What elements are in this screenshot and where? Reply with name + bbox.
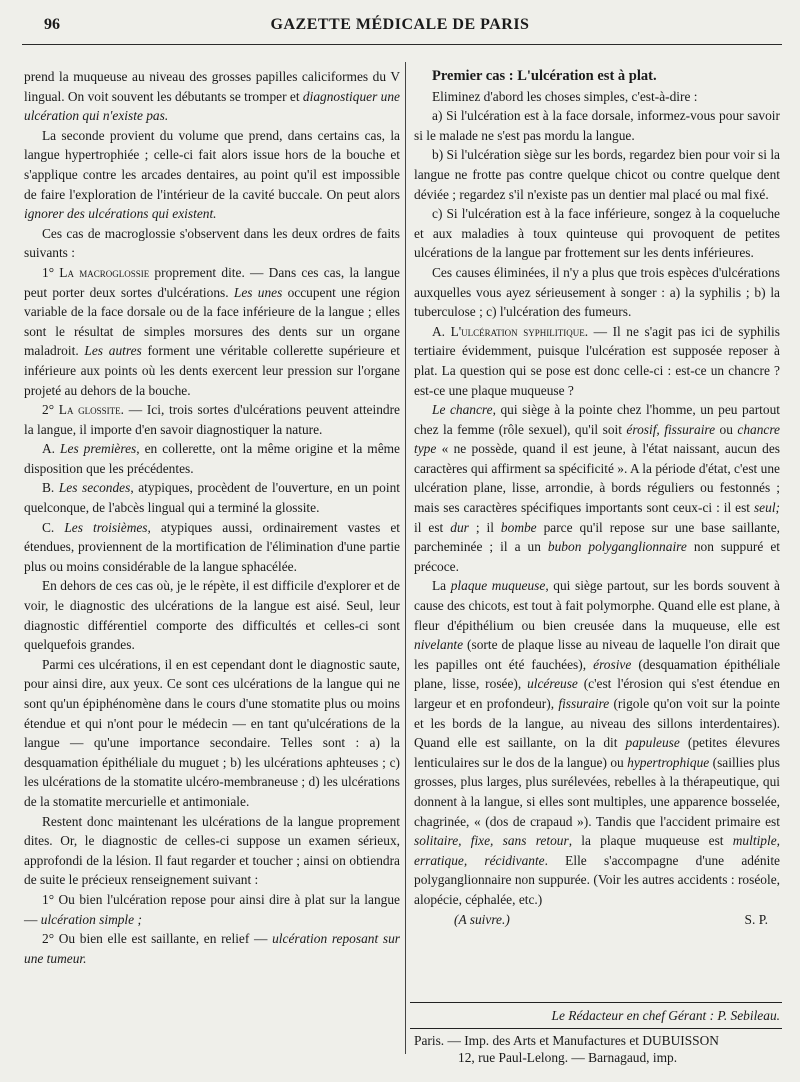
paragraph: En dehors de ces cas où, je le répète, il est difficile d'explorer et de voir, le diagnostic des ulcérations de la langue est aisé. Seul, leur diagnostic différentiel comporte des difficultés et celles-ci sont quelquefois grandes. <box>24 578 400 653</box>
paragraph: A. Les premières, en collerette, ont la même origine et la même disposition que les précédentes. <box>24 441 400 476</box>
page-number: 96 <box>44 16 60 33</box>
printer-line: Paris. — Imp. des Arts et Manufactures et DUBUISSON <box>414 1033 719 1048</box>
paragraph: A. L'ulcération syphilitique. — Il ne s'agit pas ici de syphilis tertiaire évidemment, puisque l'ulcération est supposée reposer à plat. La question qui se pose est donc celle-ci : est-ce un chancre ? est-ce une plaque muqueuse ? <box>414 323 780 398</box>
paragraph: C. Les troisièmes, atypiques aussi, ordinairement vastes et étendues, proviennent de la mortification de l'élimination d'une partie plus ou moins considérable de la langue sphacélée. <box>24 519 401 574</box>
paragraph: Parmi ces ulcérations, il en est cependant dont le diagnostic saute, pour ainsi dire, aux yeux. Ce sont ces ulcérations de la langue qui ne sont qu'un épiphénomène dans le cours d'une stomatite plus ou moins étendue et qui n'ont pour le médecin — en tant qu'ulcérations de la langue — qu'une importance secondaire. Telles sont : a) la desquamation épithéliale du muguet ; b) les ulcérations aphteuses ; c) les ulcérations de la stomatite ulcéro-membraneuse ; d) les ulcérations de la stomatite mercurielle et antimoniale. <box>24 656 400 809</box>
section-heading: Premier cas : L'ulcération est à plat. <box>432 68 657 84</box>
paragraph: Ces causes éliminées, il n'y a plus que trois espèces d'ulcérations auxquelles vous ayez sérieusement à songer : a) la syphilis ; b) la tuberculose ; c) l'ulcération des fumeurs. <box>414 264 780 320</box>
page-header <box>0 16 800 40</box>
paragraph: c) Si l'ulcération est à la face inférieure, songez à la coqueluche et aux maladies à toux quinteuse qui provoquent de petites ulcérations de la langue par frottement sur les dents inférieures. <box>414 206 780 261</box>
column-divider <box>405 62 406 1054</box>
paragraph: La seconde provient du volume que prend, dans certains cas, la langue hypertrophiée ; celle-ci fait alors issue hors de la bouche et s'applique contre les arcades dentaires, au point qu'il est impossible de faire l'exploration de l'intérieur de la cavité buccale. On peut alors ignorer des ulcérations qui existent. <box>24 127 400 222</box>
journal-title: GAZETTE MÉDICALE DE PARIS <box>270 16 530 33</box>
paragraph: B. Les secondes, atypiques, procèdent de l'ouverture, en un point quelconque, de l'abcès lingual qui a terminé la glossite. <box>24 480 400 516</box>
paragraph: prend la muqueuse au niveau des grosses papilles caliciformes du V lingual. On voit souvent les débutants se tromper et diagnostiquer une ulcération qui n'existe pas. <box>24 69 400 124</box>
paragraph: 1° La macroglossie proprement dite. — Dans ces cas, la langue peut porter deux sortes d'ulcérations. Les unes occupent une région variable de la face dorsale ou de la face inférieure de la langue ; elles sont le résultat de simples morsures des dents sur un organe maladroit. Les autres forment une véritable collerette supérieure et inférieure aux points où les dents exercent leur pression sur l'organe projeté au dehors de la bouche. <box>24 264 400 398</box>
paragraph: Restent donc maintenant les ulcérations de la langue proprement dites. Or, le diagnostic de celles-ci suppose un examen sérieux, approfondi de la lésion. Il faut regarder et toucher ; ainsi on obtiendra de suite le précieux renseignement suivant : <box>24 813 400 888</box>
paragraph: 2° Ou bien elle est saillante, en relief — ulcération reposant sur une tumeur. <box>24 931 400 966</box>
paragraph: 2° La glossite. — Ici, trois sortes d'ulcérations peuvent atteindre la langue, il importe d'en savoir diagnostiquer la nature. <box>24 402 400 437</box>
paragraph: b) Si l'ulcération siège sur les bords, regardez bien pour voir si la langue ne frotte pas contre quelque chicot ou contre quelque dent déviée ; regardez s'il n'existe pas un dentier mal placé ou mal fixé. <box>414 147 780 202</box>
editor-credit: Le Rédacteur en chef Gérant : P. Sebileau. <box>551 1008 780 1023</box>
header-rule <box>22 44 782 45</box>
paragraph: La plaque muqueuse, qui siège partout, sur les bords souvent à cause des chicots, est tout à fait polymorphe. Quand elle est plane, à fleur d'épithélium ou bien creusée dans la muqueuse, elle est nivelante (sorte de plaque lisse au niveau de laquelle l'on dirait que les papilles ont été fauchées), érosive (desquamation épithéliale plane, lisse, rosée), ulcéreuse (c'est l'érosion qui s'est étendue en largeur et en profondeur), fissuraire (rigole qu'on voit sur la pointe et les bords de la langue, au niveau des sillons interdentaires). Quand elle est saillante, on la dit papuleuse (petites élevures lenticulaires sur le dos de la langue) ou hypertrophique (saillies plus grosses, plus larges, plus surélevées, rebelles à la thérapeutique, qui donnent à la langue, si elles sont multiples, une apparence bosselée, chagrinée, « (dos de crapaud »). Tandis que l'accident primaire est solitaire, fixe, sans retour, la plaque muqueuse est multiple, erratique, récidivante. Elle s'accompagne d'une adénite polyganglionnaire non suppurée. (Voir les autres accidents : roséole, alopécie, céphalée, etc.) <box>414 578 781 907</box>
author-signature: S. P. <box>744 911 768 927</box>
footer-rule-top <box>410 1002 782 1003</box>
right-column <box>414 67 780 929</box>
to-be-continued: (A suivre.) <box>454 911 510 927</box>
printer-line: 12, rue Paul-Lelong. — Barnagaud, imp. <box>458 1050 678 1065</box>
paragraph: Ces cas de macroglossie s'observent dans les deux ordres de faits suivants : <box>24 225 400 261</box>
paragraph: Le chancre, qui siège à la pointe chez l'homme, un peu partout chez la femme (rôle sexuel), qu'il soit érosif, fissuraire ou chancre type « ne possède, quand il est jeune, à l'état naissant, aucun des caractères qui affirment sa spécificité ». A la période d'état, c'est une ulcération plane, lisse, arrondie, à bords réguliers ou festonnés ; mais ses caractères spécifiques importants sont ceux-ci : il est seul; il est dur ; il bombe parce qu'il repose sur une base saillante, parcheminée ; il a un bubon polyganglionnaire non suppuré et précoce. <box>414 402 781 574</box>
paragraph: 1° Ou bien l'ulcération repose pour ainsi dire à plat sur la langue — ulcération simple ; <box>24 891 400 927</box>
paragraph: Eliminez d'abord les choses simples, c'est-à-dire : <box>432 88 698 104</box>
paragraph: a) Si l'ulcération est à la face dorsale, informez-vous pour savoir si le malade ne s'est pas mordu la langue. <box>414 108 780 143</box>
printer-credit <box>414 1032 780 1066</box>
footer-rule-bottom <box>410 1028 782 1029</box>
left-column <box>24 67 400 968</box>
signature-line <box>414 910 780 930</box>
